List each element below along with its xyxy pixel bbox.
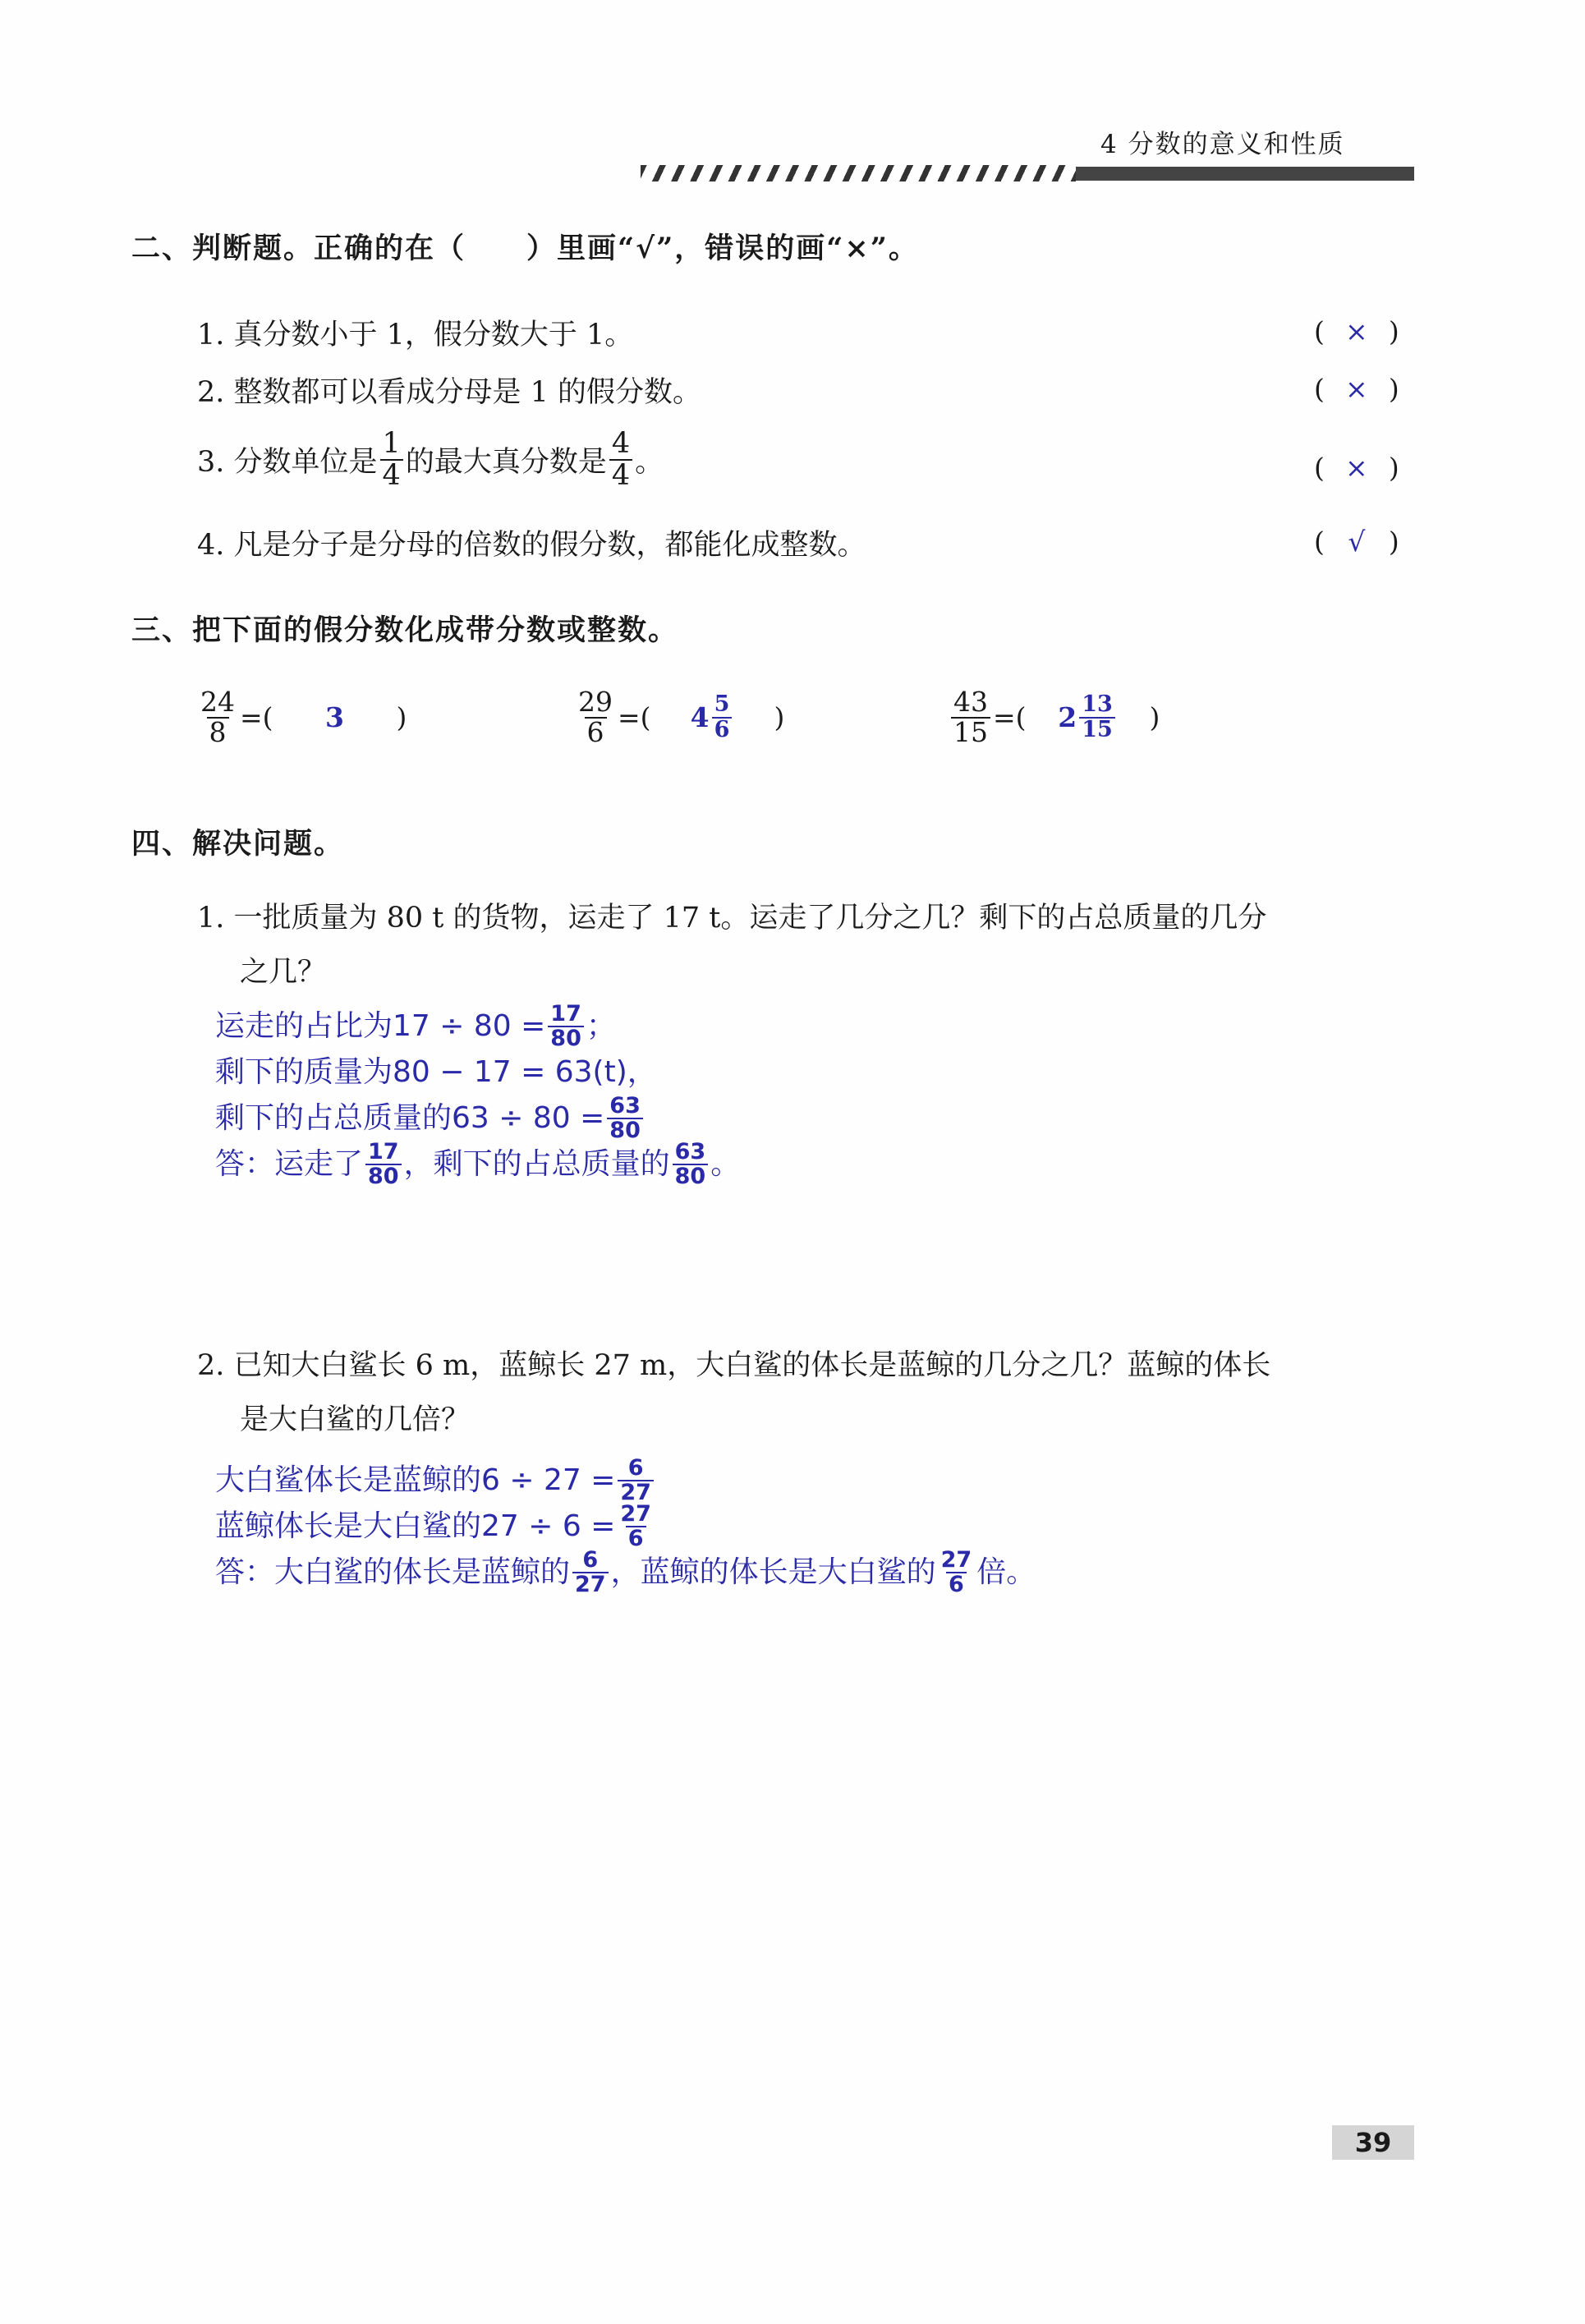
improper-fraction: $\frac{29}{6}$ <box>578 686 613 748</box>
solution-answer-line: 答：运走了 $\frac{17}{80}$ ，剩下的占总质量的 $\frac{63}{80}$ 。 <box>215 1138 741 1189</box>
problem-2-solution <box>215 1454 1036 1597</box>
answer-mark: √ <box>1348 526 1366 558</box>
tf-answer-4: ( √ ) <box>1314 526 1399 558</box>
problem-1-solution <box>215 1000 741 1189</box>
problem-2: 2. 已知大白鲨长 6 m，蓝鲸长 27 m，大白鲨的体长是蓝鲸的几分之几？蓝鲸的体长 是大白鲨的几倍？ <box>197 1349 1271 1436</box>
header-stripe-decoration <box>641 165 1076 181</box>
solution-line: 大白鲨体长是蓝鲸的6 ÷ 27 = $\frac{6}{27}$ <box>215 1458 1036 1504</box>
answer-mark: × <box>1345 315 1368 347</box>
solution-line: 蓝鲸体长是大白鲨的27 ÷ 6 = $\frac{27}{6}$ <box>215 1500 651 1551</box>
fraction: $\frac{1}{4}$ <box>380 429 403 491</box>
tf-item-2: 2. 整数都可以看成分母是 1 的假分数。 <box>197 376 702 409</box>
conversion-3: $\frac{43}{15}$ =( 2 $\frac{13}{15}$ ) <box>949 688 1160 746</box>
conversion-answer: 4 $\frac{5}{6}$ <box>651 693 774 742</box>
tf-item-1: 1. 真分数小于 1，假分数大于 1。 <box>197 319 634 351</box>
solution-line: 运走的占比为17 ÷ 80 = $\frac{17}{80}$ ； <box>215 1000 616 1051</box>
page-number: 39 <box>1332 2125 1414 2160</box>
section-4-title: 四、解决问题。 <box>131 827 345 861</box>
section-2-title: 二、判断题。正确的在（ ）里画“√”，错误的画“×”。 <box>131 232 919 265</box>
tf-answer-2: ( × ) <box>1314 373 1399 405</box>
section-3-title: 三、把下面的假分数化成带分数或整数。 <box>131 613 679 647</box>
conversion-1: $\frac{24}{8}$ =( 3 ) <box>195 688 407 746</box>
header-bar-decoration <box>1076 167 1414 181</box>
conversion-2: $\frac{29}{6}$ =( 4 $\frac{5}{6}$ ) <box>573 688 784 746</box>
tf-item-3: 3. 分数单位是 $\frac{1}{4}$ 的最大真分数是 $\frac{4}{4}$ 。 <box>197 427 664 492</box>
solution-line: 剩下的质量为80 − 17 = 63(t)， <box>215 1055 657 1089</box>
problem-1: 1. 一批质量为 80 t 的货物，运走了 17 t。运走了几分之几？剩下的占总质量的几分 之几？ <box>197 902 1267 989</box>
solution-answer-line: 答：大白鲨的体长是蓝鲸的 $\frac{6}{27}$ ，蓝鲸的体长是大白鲨的 $\frac{27}{6}$ 倍。 <box>215 1546 1036 1597</box>
tf-answer-3: ( × ) <box>1314 452 1399 484</box>
solution-line: 剩下的占总质量的63 ÷ 80 = $\frac{63}{80}$ <box>215 1095 740 1141</box>
fraction: $\frac{4}{4}$ <box>609 429 632 491</box>
answer-mark: × <box>1345 373 1368 405</box>
improper-fraction: $\frac{24}{8}$ <box>200 686 235 748</box>
conversion-answer: 3 <box>325 701 345 734</box>
improper-fraction: $\frac{43}{15}$ <box>951 688 990 746</box>
conversion-answer: 2 $\frac{13}{15}$ <box>1027 693 1150 742</box>
tf-item-4: 4. 凡是分子是分母的倍数的假分数，都能化成整数。 <box>197 529 866 562</box>
chapter-header: 4 分数的意义和性质 <box>1100 130 1345 159</box>
answer-mark: × <box>1345 452 1368 484</box>
tf-answer-1: ( × ) <box>1314 315 1399 347</box>
